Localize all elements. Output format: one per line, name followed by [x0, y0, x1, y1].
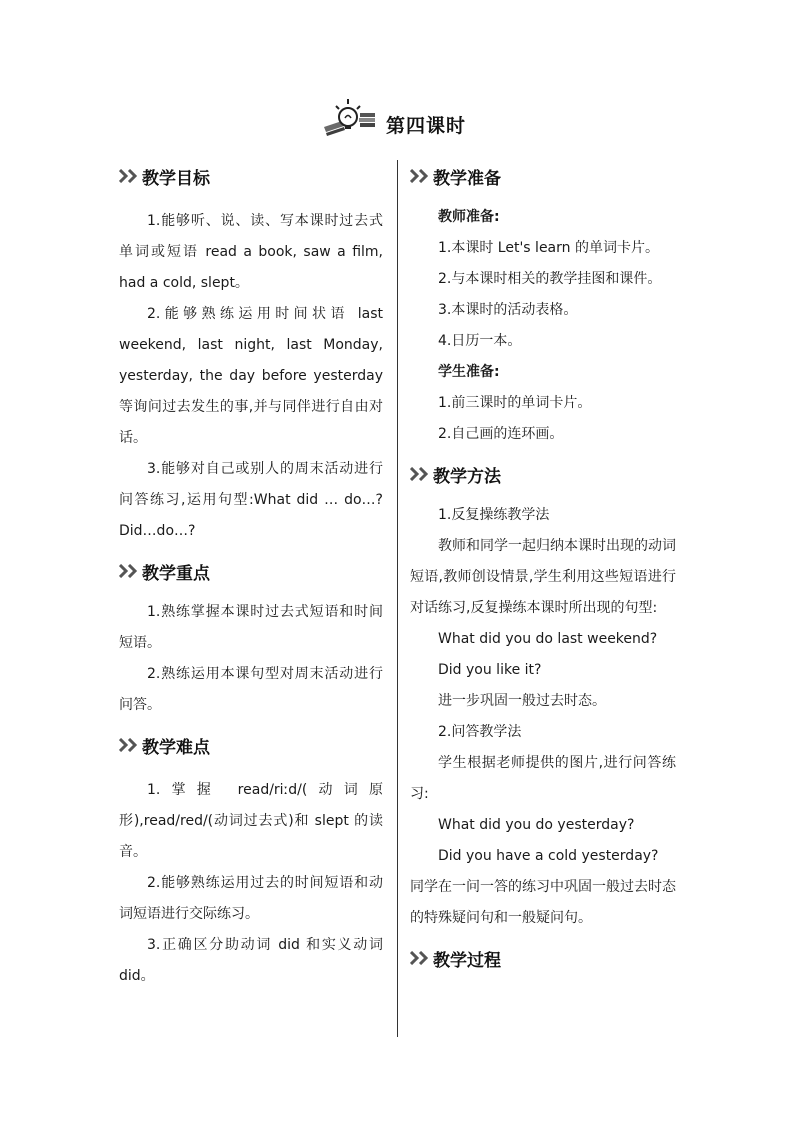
difficulties-heading [119, 729, 383, 761]
example-sentence: What did you do yesterday? [438, 817, 635, 833]
student-prep-item: 1.前三课时的单词卡片。 [438, 395, 592, 411]
difficulty-item: 2.能够熟练运用过去的时间短语和动词短语进行交际练习。 [119, 875, 383, 922]
methods-heading-text: 教学方法 [433, 466, 501, 487]
process-heading-text: 教学过程 [433, 950, 501, 971]
method-note: 进一步巩固一般过去时态。 [438, 693, 606, 709]
difficulty-item: 1.掌握 read/riːd/(动词原形),read/red/(动词过去式)和 slept 的读音。 [119, 782, 383, 860]
key-points-heading-text: 教学重点 [142, 563, 210, 584]
lightbulb-books-icon [320, 97, 378, 137]
method-description: 教师和同学一起归纳本课时出现的动词短语,教师创设情景,学生利用这些短语进行对话练习,反复操练本课时所出现的句型: [410, 538, 676, 616]
double-chevron-icon [410, 951, 432, 965]
difficulty-item: 3.正确区分助动词 did 和实义动词 did。 [119, 937, 383, 984]
method-description: 学生根据老师提供的图片,进行问答练习: [410, 755, 676, 802]
example-sentence: What did you do last weekend? [438, 631, 658, 647]
lesson-title-block [0, 95, 794, 145]
key-point-item: 2.熟练运用本课句型对周末活动进行问答。 [119, 666, 383, 713]
teacher-prep-item: 3.本课时的活动表格。 [438, 302, 578, 318]
key-points-heading [119, 555, 383, 587]
key-point-item: 1.熟练掌握本课时过去式短语和时间短语。 [119, 604, 383, 651]
teacher-prep-label: 教师准备: [438, 209, 500, 225]
right-column [410, 160, 676, 974]
teacher-prep-item: 2.与本课时相关的教学挂图和课件。 [438, 271, 662, 287]
example-sentence: Did you have a cold yesterday? [438, 848, 659, 864]
column-divider [397, 160, 398, 1037]
student-prep-item: 2.自己画的连环画。 [438, 426, 564, 442]
goal-item: 1.能够听、说、读、写本课时过去式单词或短语 read a book, saw a film, had a cold, slept。 [119, 213, 383, 291]
methods-heading [410, 458, 676, 490]
goal-item: 3.能够对自己或别人的周末活动进行问答练习,运用句型:What did … do…? Did…do…? [119, 461, 383, 539]
method-title: 2.问答教学法 [438, 724, 522, 740]
goals-heading-text: 教学目标 [142, 168, 210, 189]
goal-item: 2.能够熟练运用时间状语 last weekend, last night, last Monday, yesterday, the day before yesterday 等询问过去发生的事,并与同伴进行自由对话。 [119, 306, 383, 446]
teacher-prep-item: 1.本课时 Let's learn 的单词卡片。 [438, 240, 659, 256]
preparation-heading-text: 教学准备 [433, 168, 501, 189]
double-chevron-icon [119, 738, 141, 752]
method-title: 1.反复操练教学法 [438, 507, 550, 523]
method-note: 同学在一问一答的练习中巩固一般过去时态的特殊疑问句和一般疑问句。 [410, 879, 676, 926]
teacher-prep-item: 4.日历一本。 [438, 333, 522, 349]
goals-heading [119, 160, 383, 192]
double-chevron-icon [410, 169, 432, 183]
double-chevron-icon [410, 467, 432, 481]
left-column [119, 160, 383, 992]
difficulties-heading-text: 教学难点 [142, 737, 210, 758]
double-chevron-icon [119, 169, 141, 183]
process-heading [410, 942, 676, 974]
double-chevron-icon [119, 564, 141, 578]
student-prep-label: 学生准备: [438, 364, 500, 380]
preparation-heading [410, 160, 676, 192]
example-sentence: Did you like it? [438, 662, 542, 678]
page-title: 第四课时 [386, 115, 467, 137]
